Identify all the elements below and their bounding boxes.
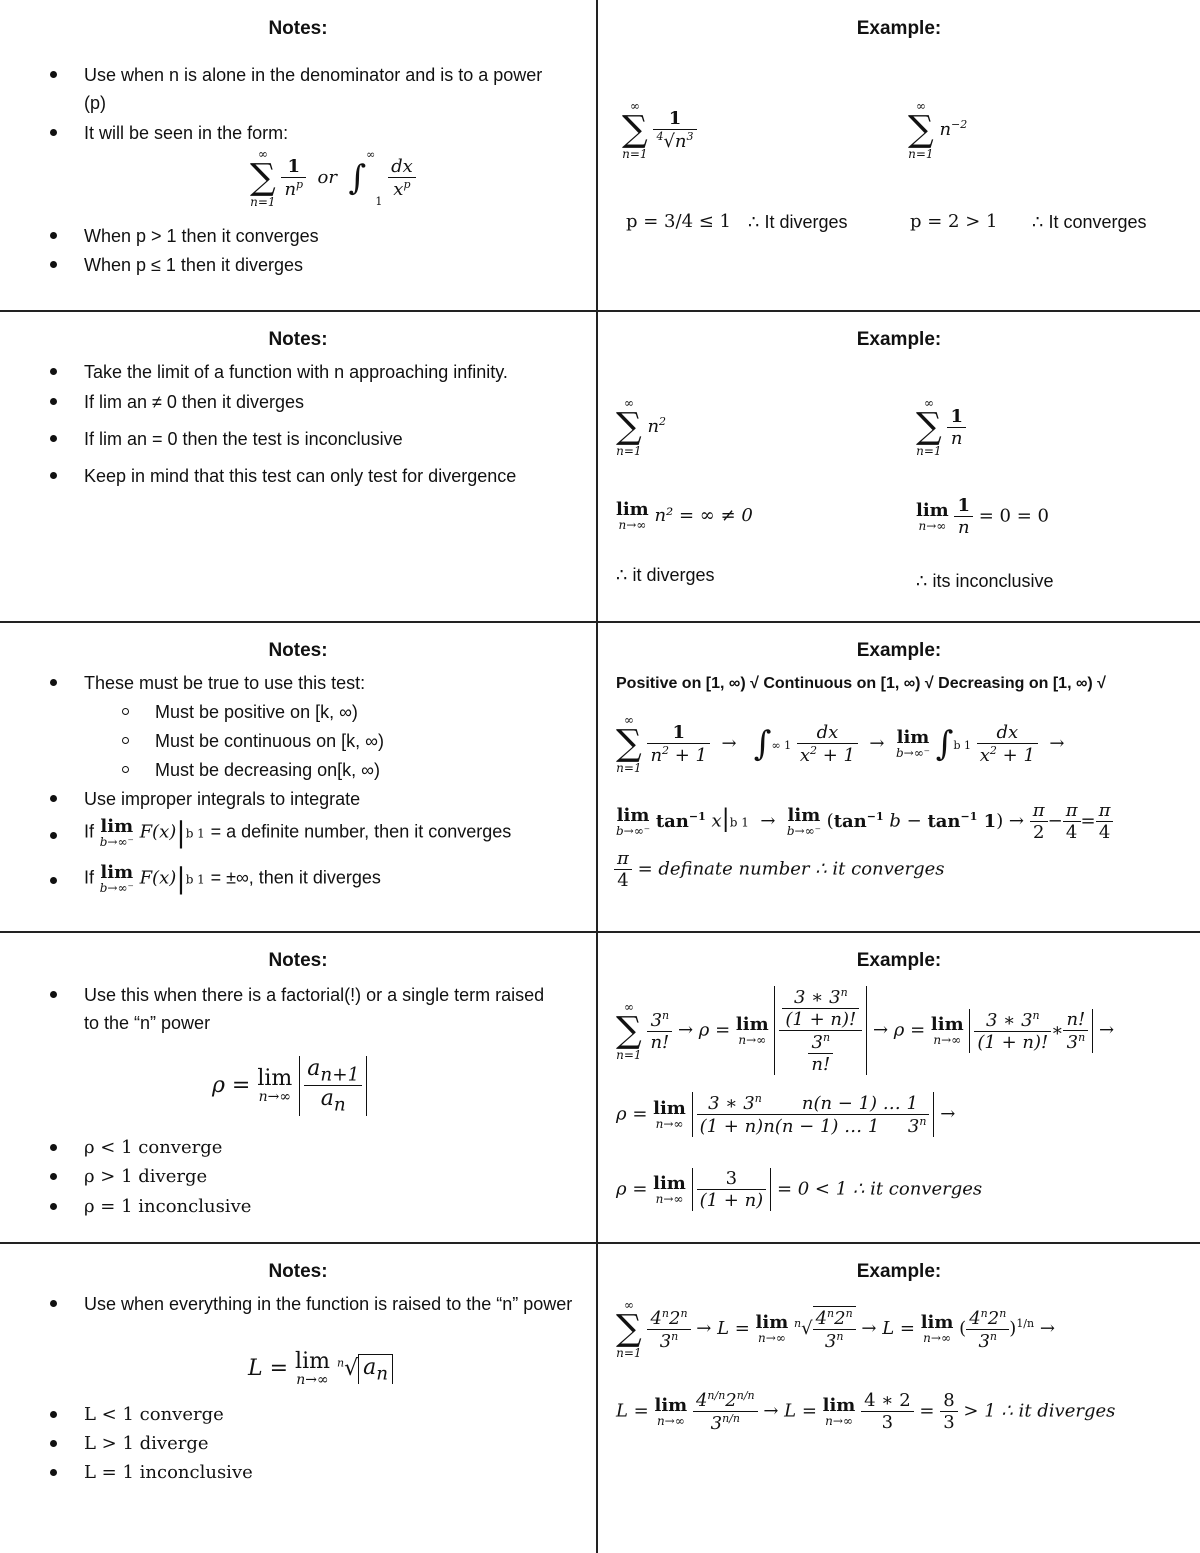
bullet-icon — [50, 1203, 57, 1210]
bullet-icon — [50, 832, 57, 839]
example-heading: Example: — [856, 329, 942, 350]
example-result-2: ∴ its inconclusive — [916, 571, 1054, 591]
sub-bullet-icon — [122, 737, 129, 744]
bullet-icon — [50, 1173, 57, 1180]
note-bullet: L > 1 diverge — [84, 1433, 209, 1454]
note-bullet: If lim an = 0 then the test is inconclusive — [84, 429, 403, 449]
bullet-icon — [50, 261, 57, 268]
bullet-icon — [50, 232, 57, 239]
note-bullet: ρ = 1 inconclusive — [84, 1196, 252, 1217]
example-heading: Example: — [856, 950, 942, 971]
integral-notes — [0, 622, 596, 931]
bullet-icon — [50, 435, 57, 442]
example-step-1: ∞ ∑ n=1 $\frac{3^n}{n!}$ → ρ = lim n→∞ $\frac{\frac{3 ∗ 3^n}{(1 + n)!}}{\frac{3^n}{n!}}$ → ρ = lim n→∞ $\frac{3 ∗ 3^n}{(1 + n)!}$ ∗ $\frac{n!}{3^n}$ → — [616, 986, 1115, 1075]
root-row — [0, 1243, 1200, 1553]
example-heading: Example: — [856, 18, 942, 39]
sub-bullet-icon — [122, 708, 129, 715]
example-step-3: ρ = lim n→∞ $\frac{3}{(1 + n)}$ = 0 < 1 ∴ it converges — [616, 1168, 983, 1211]
notes-heading: Notes: — [268, 329, 328, 350]
example-heading: Example: — [856, 1261, 942, 1282]
example-result-2: ∴ It converges — [1032, 212, 1147, 232]
bullet-icon — [50, 398, 57, 405]
bullet-icon — [50, 1300, 57, 1307]
note-sub-bullet: Must be decreasing on[k, ∞) — [155, 760, 380, 780]
bullet-icon — [50, 368, 57, 375]
bullet-icon — [50, 991, 57, 998]
root-formula: L = lim n→∞ $^n$√ $a_n$ — [248, 1351, 393, 1387]
example-condition-2: p = 2 > 1 — [910, 211, 998, 232]
note-bullet: If lim b→∞⁻ F(x)|b 1 = ±∞, then it diverges — [84, 861, 381, 895]
example-series-2: ∞ ∑ n=1 $n^{-2}$ — [908, 99, 968, 161]
p-series-notes — [0, 0, 596, 310]
bullet-icon — [50, 1440, 57, 1447]
note-bullet: If lim b→∞⁻ F(x)|b 1 = a definite number, then it converges — [84, 815, 512, 849]
example-result-1: ∴ it diverges — [616, 565, 715, 585]
note-bullet: L < 1 converge — [84, 1404, 224, 1425]
note-bullet: When p > 1 then it converges — [84, 226, 319, 246]
note-sub-bullet: Must be positive on [k, ∞) — [155, 702, 358, 722]
note-bullet: Use improper integrals to integrate — [84, 789, 361, 809]
note-bullet: Use when n is alone in the denominator and is to a power (p) — [84, 65, 543, 113]
bullet-icon — [50, 679, 57, 686]
note-bullet: Take the limit of a function with n approaching infinity. — [84, 362, 508, 382]
integral-example — [598, 622, 1200, 931]
bullet-icon — [50, 1144, 57, 1151]
integral-row — [0, 622, 1200, 931]
note-bullet: Use this when there is a factorial(!) or a single term raised to the “n” power — [84, 985, 545, 1033]
or-text: or — [317, 167, 337, 188]
example-limit-1: lim n→∞ n² = ∞ ≠ 0 — [616, 499, 753, 532]
p-series-row — [0, 0, 1200, 310]
example-heading: Example: — [856, 640, 942, 661]
root-example — [598, 1243, 1200, 1553]
example-conditions: Positive on [1, ∞) √ Continuous on [1, ∞) √ Decreasing on [1, ∞) √ — [616, 675, 1106, 692]
note-bullet: L = 1 inconclusive — [84, 1462, 253, 1483]
notes-heading: Notes: — [268, 1261, 328, 1282]
example-series-2: ∞ ∑ n=1 $\frac{1}{n}$ — [916, 397, 966, 457]
note-bullet: When p ≤ 1 then it diverges — [84, 255, 303, 275]
divergence-row — [0, 311, 1200, 621]
note-bullet: ρ > 1 diverge — [84, 1166, 208, 1187]
bullet-icon — [50, 877, 57, 884]
note-bullet: If lim an ≠ 0 then it diverges — [84, 392, 304, 412]
example-result-1: ∴ It diverges — [748, 212, 848, 232]
notes-heading: Notes: — [268, 18, 328, 39]
example-series: ∞ ∑ n=1 $\frac{1}{n^2 + 1}$ → ∫∞ 1 $\frac{dx}{x^2 + 1}$ → lim b→∞⁻ ∫b 1 $\frac{dx}{x^2 + 1}$ → — [616, 713, 1065, 775]
bullet-icon — [50, 1411, 57, 1418]
ratio-formula: ρ = lim n→∞ $\frac{a_{n+1}}{a_n}$ — [212, 1056, 367, 1116]
p-series-form: ∞ ∑ n=1 $\frac{1}{n^p}$ or ∫∞1 $\frac{dx}{x^p}$ — [250, 148, 416, 208]
notes-heading: Notes: — [268, 950, 328, 971]
sub-bullet-icon — [122, 766, 129, 773]
example-condition-1: p = 3/4 ≤ 1 — [626, 211, 731, 232]
root-notes — [0, 1243, 596, 1553]
ratio-notes — [0, 932, 596, 1242]
ratio-example — [598, 932, 1200, 1242]
example-limit-2: lim n→∞ $\frac{1}{n}$ = 0 = 0 — [916, 495, 1049, 538]
example-step-1: ∞ ∑ n=1 $\frac{4^n2^n}{3^n}$ → L = lim n→∞ $^n$√ $\frac{4^n2^n}{3^n}$ → L = lim n→∞ ( $\frac{4^n2^n}{3^n}$ )$^{1/n}$ → — [616, 1298, 1055, 1360]
example-result: $\frac{\pi}{4}$ = definate number ∴ it converges — [614, 848, 944, 891]
note-bullet: Use when everything in the function is raised to the “n” power — [84, 1294, 573, 1314]
bullet-icon — [50, 129, 57, 136]
note-bullet: ρ < 1 converge — [84, 1137, 223, 1158]
divergence-notes — [0, 311, 596, 621]
bullet-icon — [50, 1469, 57, 1476]
example-step-2: ρ = lim n→∞ $\frac{3 ∗ 3^n n(n - 1) \dots 1}{(1 + n)n(n - 1) \dots 1 3^n}$ → — [616, 1092, 956, 1137]
note-sub-bullet: Must be continuous on [k, ∞) — [155, 731, 384, 751]
bullet-icon — [50, 795, 57, 802]
example-antiderivative: lim b→∞⁻ $\tan^{-1} x|b$ 1 → lim b→∞⁻ ($\tan^{-1}$ $b - \tan^{-1} 1$) → $\frac{\pi}{2}$ − $\frac{\pi}{4}$ = $\frac{\pi}{4}$ — [616, 800, 1113, 843]
example-series-1: ∞ ∑ n=1 $n^2$ — [616, 396, 667, 458]
note-bullet: It will be seen in the form: — [84, 123, 289, 143]
note-bullet: These must be true to use this test: — [84, 673, 366, 693]
bullet-icon — [50, 71, 57, 78]
divergence-example — [598, 311, 1200, 621]
ratio-row — [0, 932, 1200, 1242]
note-bullet: Keep in mind that this test can only test for divergence — [84, 466, 517, 486]
example-step-2: L = lim n→∞ $\frac{4^{n/n}2^{n/n}}{3^{n/n}}$ → L = lim n→∞ $\frac{4 ∗ 2}{3}$ = $\frac{8}{3}$ > 1 ∴ it diverges — [616, 1389, 1116, 1434]
p-series-example — [598, 0, 1200, 310]
bullet-icon — [50, 472, 57, 479]
notes-heading: Notes: — [268, 640, 328, 661]
example-series-1: ∞ ∑ n=1 $\frac{1}{^4√n^3}$ — [622, 100, 697, 160]
